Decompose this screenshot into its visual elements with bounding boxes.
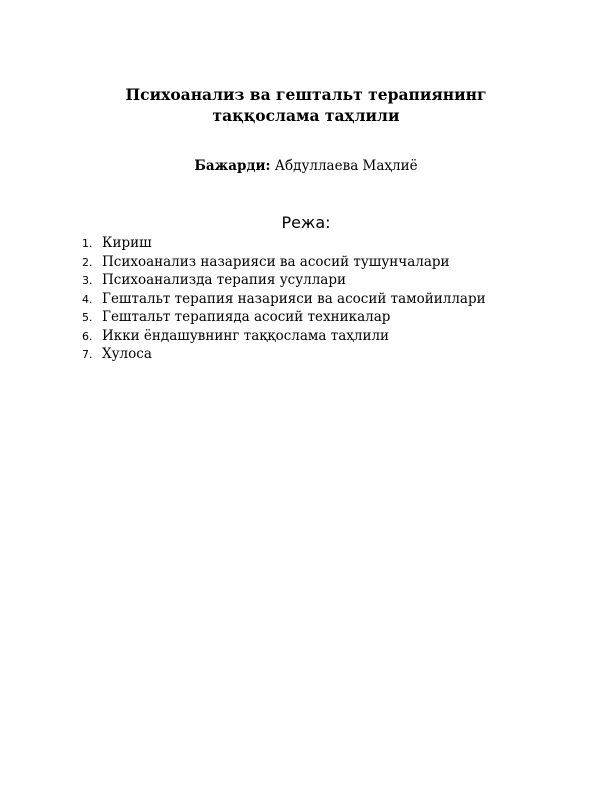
plan-item-text: Психоанализда терапия усуллари	[102, 272, 346, 288]
plan-item-number: 5.	[82, 311, 93, 324]
author-line	[0, 157, 612, 175]
plan-item-text: Гештальт терапияда асосий техникалар	[102, 309, 391, 325]
author-name: Абдуллаева Маҳлиё	[274, 158, 418, 174]
plan-item-text: Гештальт терапия назарияси ва асосий тамойиллари	[102, 290, 486, 307]
plan-item-text: Психоанализ назарияси ва асосий тушунчалари	[102, 253, 450, 270]
plan-item-number: 2.	[82, 255, 93, 269]
author-label: Бажарди:	[194, 158, 271, 174]
document-title-line-2: таққослама таҳлили	[212, 106, 400, 125]
plan-list-item	[82, 254, 486, 273]
document-title-line-1: Психоанализ ва гештальт терапиянинг	[125, 85, 487, 104]
plan-item-number: 3.	[82, 274, 93, 287]
plan-item-text: Икки ёндашувнинг таққослама таҳлили	[102, 327, 390, 344]
plan-list-item	[82, 309, 486, 328]
plan-item-number: 4.	[82, 292, 93, 306]
plan-item-number: 6.	[82, 329, 93, 343]
plan-list-item	[82, 291, 486, 310]
plan-list-item	[82, 235, 486, 254]
plan-item-number: 7.	[82, 348, 93, 361]
plan-list-item	[82, 328, 486, 347]
plan-list	[82, 235, 486, 365]
plan-item-number: 1.	[82, 237, 93, 250]
document-title	[0, 84, 612, 126]
plan-item-text: Хулоса	[102, 346, 152, 362]
plan-list-item	[82, 346, 486, 365]
plan-heading: Режа:	[281, 213, 331, 232]
plan-list-item	[82, 272, 486, 291]
plan-item-text: Кириш	[102, 235, 152, 251]
